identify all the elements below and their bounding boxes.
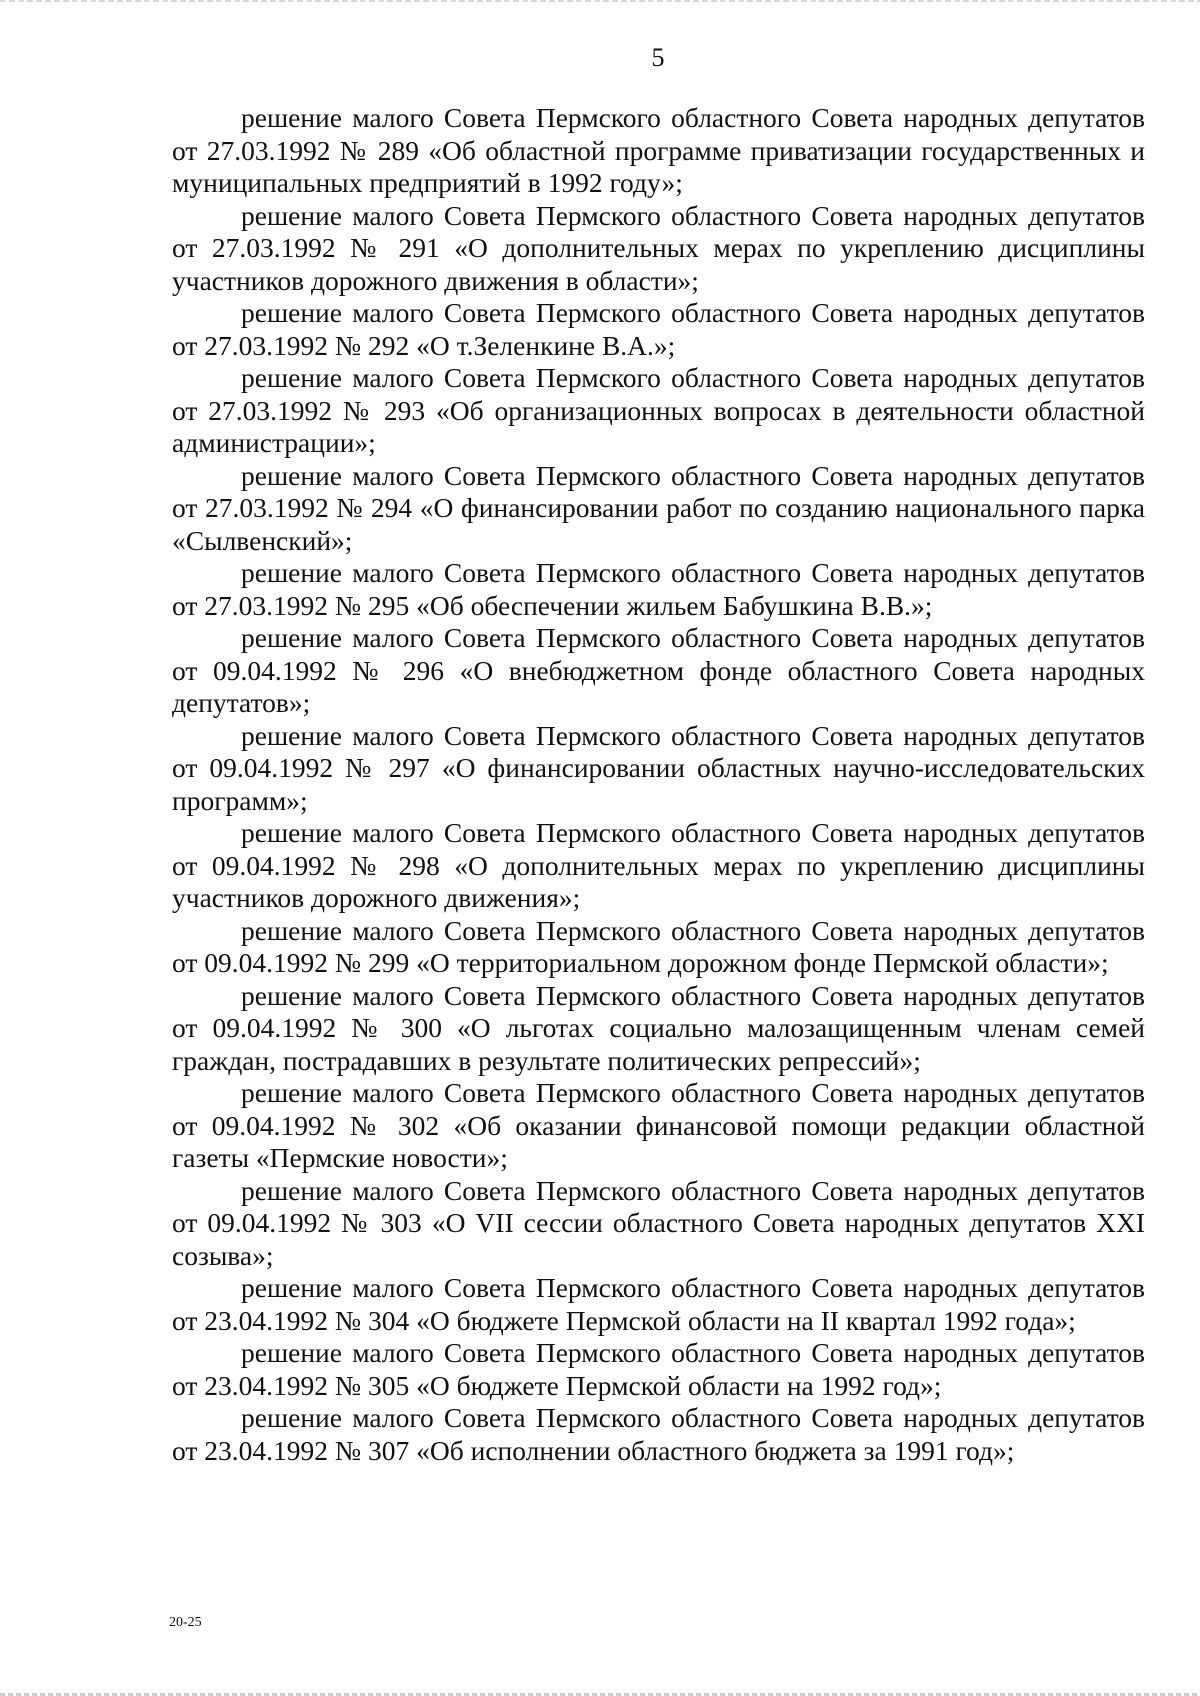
page-number: 5: [651, 43, 665, 72]
document-code: 20-25: [169, 1615, 202, 1630]
list-item: решение малого Совета Пермского областного Совета народных депутатов от 27.03.1992 № 295 «Об обеспечении жильем Бабушкина В.В.»;: [172, 557, 1145, 621]
list-item: решение малого Совета Пермского областного Совета народных депутатов от 09.04.1992 № 302 «Об оказании финансовой помощи редакции областной газеты «Пермские новости»;: [172, 1077, 1145, 1173]
list-item: решение малого Совета Пермского областного Совета народных депутатов от 23.04.1992 № 307 «Об исполнении областного бюджета за 1991 год»;: [172, 1402, 1145, 1466]
list-item: решение малого Совета Пермского областного Совета народных депутатов от 27.03.1992 № 291 «О дополнительных мерах по укреплению дисциплины участников дорожного движения в области»;: [172, 199, 1145, 296]
list-item: решение малого Совета Пермского областного Совета народных депутатов от 09.04.1992 № 300 «О льготах социально малозащищенным членам семей граждан, пострадавших в результате политических репрессий»;: [172, 979, 1145, 1076]
list-item: решение малого Совета Пермского областного Совета народных депутатов от 09.04.1992 № 297 «О финансировании областных научно-исследовательских программ»;: [172, 719, 1145, 816]
list-item: решение малого Совета Пермского областного Совета народных депутатов от 27.03.1992 № 292 «О т.Зеленкине В.А.»;: [172, 297, 1145, 361]
document-body: [172, 102, 1145, 1467]
list-item: решение малого Совета Пермского областного Совета народных депутатов от 09.04.1992 № 303 «О VII сессии областного Совета народных депутатов XXI созыва»;: [172, 1174, 1145, 1271]
list-item: решение малого Совета Пермского областного Совета народных депутатов от 27.03.1992 № 294 «О финансировании работ по созданию национального парка «Сылвенский»;: [172, 459, 1145, 556]
list-item: решение малого Совета Пермского областного Совета народных депутатов от 27.03.1992 № 293 «Об организационных вопросах в деятельности областной администрации»;: [172, 362, 1145, 458]
list-item: решение малого Совета Пермского областного Совета народных депутатов от 23.04.1992 № 305 «О бюджете Пермской области на 1992 год»;: [172, 1337, 1145, 1401]
list-item: решение малого Совета Пермского областного Совета народных депутатов от 09.04.1992 № 299 «О территориальном дорожном фонде Пермской области»;: [172, 914, 1145, 978]
scan-edge-top: [0, 0, 1200, 2]
list-item: решение малого Совета Пермского областного Совета народных депутатов от 09.04.1992 № 296 «О внебюджетном фонде областного Совета народных депутатов»;: [172, 622, 1145, 718]
list-item: решение малого Совета Пермского областного Совета народных депутатов от 09.04.1992 № 298 «О дополнительных мерах по укреплению дисциплины участников дорожного движения»;: [172, 817, 1145, 913]
list-item: решение малого Совета Пермского областного Совета народных депутатов от 23.04.1992 № 304 «О бюджете Пермской области на II квартал 1992 года»;: [172, 1272, 1145, 1336]
list-item: решение малого Совета Пермского областного Совета народных депутатов от 27.03.1992 № 289 «Об областной программе приватизации государственных и муниципальных предприятий в 1992 году»;: [172, 102, 1145, 198]
